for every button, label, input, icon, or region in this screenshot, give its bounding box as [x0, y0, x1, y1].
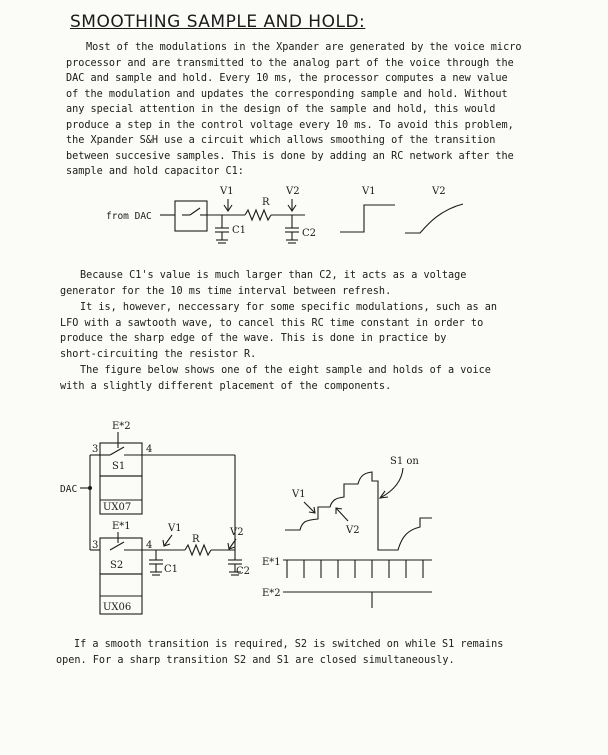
text-line: If a smooth transition is required, S2 is switched on while S1 remains	[74, 639, 504, 650]
s2-switch-symbol	[110, 542, 124, 550]
text-line: Most of the modulations in the Xpander are generated by the voice micro	[86, 42, 522, 53]
e1-label: E*1	[112, 521, 131, 532]
ux06-label: UX06	[103, 602, 132, 613]
text-line: Because C1's value is much larger than C2, it acts as a voltage	[80, 270, 467, 281]
s1-label: S1	[112, 461, 126, 472]
text-line: The figure below shows one of the eight sample and holds of a voice	[80, 365, 491, 376]
text-line: with a slightly different placement of the components.	[60, 380, 392, 392]
text-line: produce the sharp edge of the wave. This is done in practice by	[60, 333, 447, 344]
text-line: DAC and sample and hold. Every 10 ms, the processor computes a new value	[66, 73, 508, 84]
r-label-2: R	[192, 534, 200, 545]
ux07-label: UX07	[103, 502, 132, 513]
staircase-waveform	[285, 472, 432, 550]
c2-label: C2	[302, 228, 317, 239]
wave-v2-label: V2	[432, 186, 446, 197]
page-title: SMOOTHING SAMPLE AND HOLD:	[70, 12, 366, 32]
pin3-top-label: 3	[92, 444, 99, 455]
wave-v1-label: V1	[362, 186, 376, 197]
text-line: between succesive samples. This is done by adding an RC network after the	[66, 150, 514, 162]
v2-label: V2	[286, 186, 300, 197]
pin4-bot-label: 4	[146, 540, 153, 551]
pin4-top-label: 4	[146, 444, 153, 455]
text-line: sample and hold capacitor C1:	[66, 166, 244, 177]
from-dac-label: from DAC	[106, 211, 152, 222]
c1-label: C1	[232, 225, 247, 236]
c2-label-2: C2	[236, 566, 251, 577]
s1-on-label: S1 on	[390, 456, 419, 467]
text-line: of the modulation and updates the corresponding sample and hold. Without	[66, 88, 508, 100]
text-line: short-circuiting the resistor R.	[60, 348, 257, 360]
resistor-symbol-2	[185, 545, 211, 555]
text-line: generator for the 10 ms time interval between refresh.	[60, 285, 392, 297]
dac-label: DAC	[60, 484, 78, 495]
v1-label-2: V1	[168, 523, 182, 534]
text-line: It is, however, neccessary for some specific modulations, such as an	[80, 302, 498, 313]
wave-v1-label-2: V1	[292, 489, 306, 500]
text-line: processor and are transmitted to the analog part of the voice through the	[66, 57, 514, 69]
e2-top-label: E*2	[112, 421, 131, 432]
s2-label: S2	[110, 560, 124, 571]
text-line: LFO with a sawtooth wave, to cancel this RC time constant in order to	[60, 317, 484, 329]
v2-label-2: V2	[230, 527, 244, 538]
s1-switch-symbol	[110, 447, 124, 455]
text-line: any special attention in the design of the sample and hold, this would	[66, 104, 496, 115]
pin3-bot-label: 3	[92, 540, 99, 551]
text-line: the Xpander S&H use a circuit which allows smoothing of the transition	[66, 135, 496, 146]
e1-timing-label: E*1	[262, 557, 281, 568]
c1-label-2: C1	[164, 564, 179, 575]
wave-v2-label-2: V2	[346, 525, 360, 536]
v1-label: V1	[220, 186, 234, 197]
r-label: R	[262, 197, 270, 208]
e2-timing-label: E*2	[262, 588, 281, 599]
text-line: produce a step in the control voltage every 10 ms. To avoid this problem,	[66, 119, 514, 131]
text-line: open. For a sharp transition S2 and S1 are closed simultaneously.	[56, 654, 455, 666]
